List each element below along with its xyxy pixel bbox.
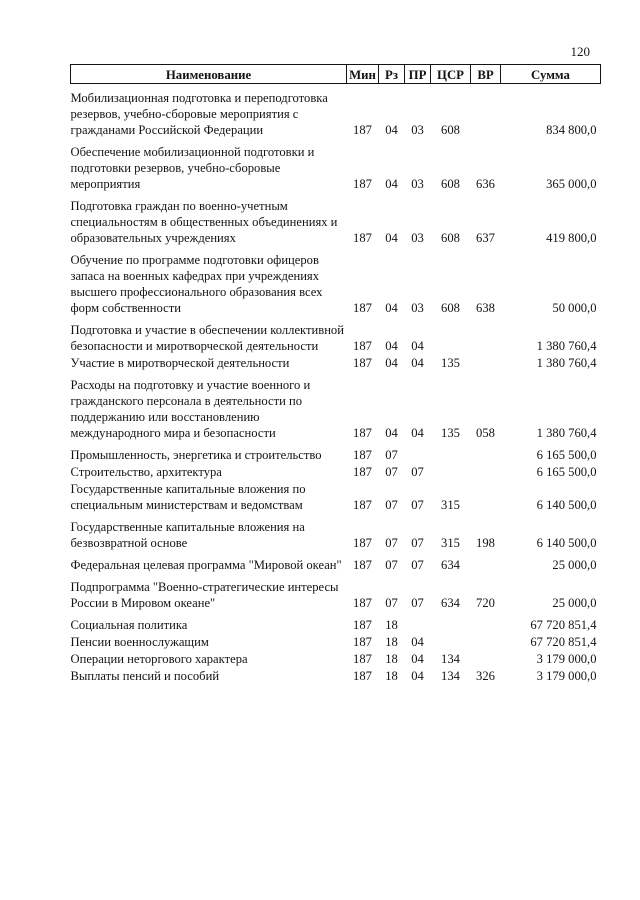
row-sum: 3 179 000,0 <box>536 652 597 666</box>
table-row <box>71 667 601 684</box>
row-min: 187 <box>353 618 372 632</box>
row-csr: 634 <box>441 596 460 610</box>
row-min: 187 <box>353 301 372 315</box>
table-row <box>71 513 601 551</box>
header-rz: Рз <box>379 65 405 84</box>
table-row <box>71 633 601 650</box>
row-sum: 6 140 500,0 <box>536 498 597 512</box>
row-vr: 198 <box>476 536 495 550</box>
row-sum: 419 800,0 <box>546 231 597 245</box>
row-min: 187 <box>353 669 372 683</box>
table-row <box>71 354 601 371</box>
row-pr: 04 <box>411 669 424 683</box>
row-name: Подготовка и участие в обеспечении коллективной безопасности и миротворческой деятельности <box>70 323 344 353</box>
row-csr: 315 <box>441 536 460 550</box>
row-rz: 04 <box>385 177 398 191</box>
row-name: Пенсии военнослужащим <box>70 635 209 649</box>
row-rz: 07 <box>385 536 398 550</box>
row-rz: 18 <box>385 618 398 632</box>
row-csr: 135 <box>441 426 460 440</box>
row-vr <box>471 354 501 371</box>
table-row <box>71 246 601 316</box>
row-sum: 3 179 000,0 <box>536 669 597 683</box>
row-vr <box>471 441 501 463</box>
row-rz: 18 <box>385 635 398 649</box>
row-rz: 04 <box>385 426 398 440</box>
row-csr: 608 <box>441 123 460 137</box>
row-name: Государственные капитальные вложения по специальным министерствам и ведомствам <box>70 482 306 512</box>
header-sum: Сумма <box>501 65 601 84</box>
row-min: 187 <box>353 596 372 610</box>
row-pr: 04 <box>411 339 424 353</box>
row-pr: 03 <box>411 231 424 245</box>
row-name: Социальная политика <box>70 618 188 632</box>
row-pr: 07 <box>411 465 424 479</box>
row-csr <box>431 441 471 463</box>
table-row <box>71 480 601 513</box>
row-rz: 07 <box>385 558 398 572</box>
row-sum: 1 380 760,4 <box>536 339 597 353</box>
row-csr <box>431 316 471 354</box>
row-min: 187 <box>353 536 372 550</box>
row-vr <box>471 463 501 480</box>
row-sum: 1 380 760,4 <box>536 426 597 440</box>
row-csr <box>431 611 471 633</box>
row-name: Промышленность, энергетика и строительство <box>70 448 322 462</box>
table-row <box>71 551 601 573</box>
row-pr: 07 <box>411 558 424 572</box>
row-vr: 638 <box>476 301 495 315</box>
row-pr: 04 <box>411 635 424 649</box>
row-pr: 07 <box>411 536 424 550</box>
row-csr: 135 <box>441 356 460 370</box>
row-rz: 18 <box>385 669 398 683</box>
table-header-row <box>71 65 601 84</box>
row-pr: 04 <box>411 426 424 440</box>
row-name: Расходы на подготовку и участие военного и гражданского персонала в деятельности по поддержанию или восстановлению международного мира и безопасности <box>70 378 311 440</box>
row-min: 187 <box>353 498 372 512</box>
row-name: Строительство, архитектура <box>70 465 222 479</box>
row-csr: 608 <box>441 301 460 315</box>
row-pr <box>405 611 431 633</box>
row-sum: 25 000,0 <box>552 596 597 610</box>
budget-table <box>70 64 601 684</box>
row-vr: 636 <box>476 177 495 191</box>
row-pr: 03 <box>411 123 424 137</box>
row-csr: 634 <box>441 558 460 572</box>
row-sum: 6 165 500,0 <box>536 465 597 479</box>
row-min: 187 <box>353 558 372 572</box>
row-min: 187 <box>353 177 372 191</box>
row-sum: 834 800,0 <box>546 123 597 137</box>
row-rz: 07 <box>385 448 398 462</box>
row-pr: 07 <box>411 498 424 512</box>
row-sum: 6 165 500,0 <box>536 448 597 462</box>
row-sum: 67 720 851,4 <box>530 635 597 649</box>
row-sum: 50 000,0 <box>552 301 597 315</box>
table-row <box>71 192 601 246</box>
row-sum: 1 380 760,4 <box>536 356 597 370</box>
row-name: Выплаты пенсий и пособий <box>70 669 220 683</box>
row-csr <box>431 463 471 480</box>
row-sum: 25 000,0 <box>552 558 597 572</box>
header-vr: ВР <box>471 65 501 84</box>
row-csr <box>431 633 471 650</box>
row-vr: 720 <box>476 596 495 610</box>
header-pr: ПР <box>405 65 431 84</box>
row-min: 187 <box>353 465 372 479</box>
row-csr: 608 <box>441 177 460 191</box>
row-csr: 315 <box>441 498 460 512</box>
row-vr <box>471 633 501 650</box>
row-sum: 6 140 500,0 <box>536 536 597 550</box>
row-rz: 04 <box>385 123 398 137</box>
row-min: 187 <box>353 231 372 245</box>
row-pr: 03 <box>411 177 424 191</box>
row-rz: 04 <box>385 356 398 370</box>
table-row <box>71 611 601 633</box>
table-row <box>71 650 601 667</box>
row-vr <box>471 611 501 633</box>
table-row <box>71 84 601 139</box>
row-name: Обучение по программе подготовки офицеров запаса на военных кафедрах при учреждениях высшего профессионального образования всех форм собственности <box>70 253 323 315</box>
row-pr: 04 <box>411 652 424 666</box>
row-min: 187 <box>353 652 372 666</box>
row-rz: 04 <box>385 301 398 315</box>
row-vr <box>471 480 501 513</box>
table-row <box>71 463 601 480</box>
row-name: Подготовка граждан по военно-учетным специальностям в общественных объединениях и образовательных учреждениях <box>70 199 338 245</box>
row-sum: 67 720 851,4 <box>530 618 597 632</box>
row-pr: 04 <box>411 356 424 370</box>
row-rz: 04 <box>385 339 398 353</box>
row-pr <box>405 441 431 463</box>
row-rz: 18 <box>385 652 398 666</box>
row-min: 187 <box>353 426 372 440</box>
header-csr: ЦСР <box>431 65 471 84</box>
page-number: 120 <box>570 44 590 59</box>
row-min: 187 <box>353 339 372 353</box>
row-vr <box>471 650 501 667</box>
table-row <box>71 573 601 611</box>
header-name: Наименование <box>71 65 347 84</box>
row-rz: 07 <box>385 465 398 479</box>
row-csr: 134 <box>441 652 460 666</box>
row-vr: 637 <box>476 231 495 245</box>
row-vr: 058 <box>476 426 495 440</box>
row-min: 187 <box>353 356 372 370</box>
row-vr <box>471 84 501 139</box>
row-name: Мобилизационная подготовка и переподготовка резервов, учебно-сборовые мероприятия с гражданами Российской Федерации <box>70 91 328 137</box>
row-name: Государственные капитальные вложения на безвозвратной основе <box>70 520 305 550</box>
row-pr: 03 <box>411 301 424 315</box>
row-rz: 07 <box>385 596 398 610</box>
table-row <box>71 316 601 354</box>
row-name: Обеспечение мобилизационной подготовки и подготовки резервов, учебно-сборовые мероприятия <box>70 145 315 191</box>
row-rz: 04 <box>385 231 398 245</box>
row-rz: 07 <box>385 498 398 512</box>
table-row <box>71 441 601 463</box>
row-name: Операции неторгового характера <box>70 652 248 666</box>
row-csr: 608 <box>441 231 460 245</box>
row-name: Подпрограмма "Военно-стратегические интересы России в Мировом океане" <box>70 580 339 610</box>
row-sum: 365 000,0 <box>546 177 597 191</box>
table-row <box>71 138 601 192</box>
row-min: 187 <box>353 635 372 649</box>
table-row <box>71 371 601 441</box>
row-name: Участие в миротворческой деятельности <box>70 356 290 370</box>
row-pr: 07 <box>411 596 424 610</box>
row-vr: 326 <box>476 669 495 683</box>
row-name: Федеральная целевая программа "Мировой океан" <box>70 558 342 572</box>
row-min: 187 <box>353 123 372 137</box>
row-vr <box>471 551 501 573</box>
row-min: 187 <box>353 448 372 462</box>
header-min: Мин <box>347 65 379 84</box>
row-csr: 134 <box>441 669 460 683</box>
row-vr <box>471 316 501 354</box>
